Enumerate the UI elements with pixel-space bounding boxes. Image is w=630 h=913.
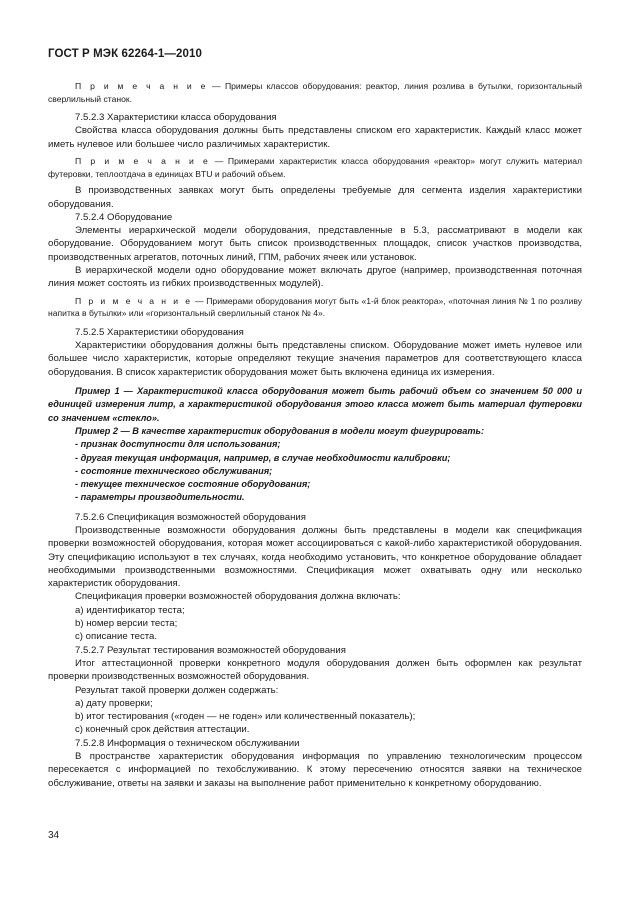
example-list-item: - другая текущая информация, например, в случае необходимости калибровки; xyxy=(75,452,451,463)
paragraph: В производственных заявках могут быть определены требуемые для сегмента изделия характеристики оборудования. xyxy=(48,185,582,210)
section-heading: 7.5.2.7 Результат тестирования возможностей оборудования xyxy=(75,644,346,656)
section-heading: 7.5.2.4 Оборудование xyxy=(75,211,173,223)
example-list-item: - параметры производительности. xyxy=(75,492,245,503)
example-list-item: - состояние технического обслуживания; xyxy=(75,465,273,476)
list-item: а) идентификатор теста; xyxy=(75,604,185,616)
list-item: b) номер версии теста; xyxy=(75,618,178,630)
paragraph: В пространстве характеристик оборудования информация по управлению технологическим процессом пересекается с информацией по техобслуживанию. К этому пересечению относятся заявки на техническое обслуживание, ответы на заявки и заказы на выполнение работ применительно к конкретному оборудованию. xyxy=(48,751,582,789)
page-number: 34 xyxy=(48,830,60,841)
note: П р и м е ч а н и е — Примерами оборудования могут быть «1-й блок реактора», «поточная линия № 1 по розливу напитка в бутылки» или «горизонтальный сверлильный станок № 4». xyxy=(48,295,583,319)
paragraph: В иерархической модели одно оборудование может включать другое (например, производственная поточная линия может состоять из гибких производственных модулей). xyxy=(48,265,582,290)
note: П р и м е ч а н и е — Примерами характеристик класса оборудования «реактор» могут служить материал футеровки, теплоотдача в единицах BTU и рабочий объем. xyxy=(48,156,582,179)
document-header: ГОСТ Р МЭК 62264-1—2010 xyxy=(48,48,202,60)
section-heading: 7.5.2.5 Характеристики оборудования xyxy=(75,326,244,338)
paragraph: Элементы иерархической модели оборудования, представленные в 5.3, рассматривают в модели как оборудование. Оборудованием могут быть список производственных площадок, список участков производства, производственных агрегатов, поточных линий, ГПМ, рабочих ячеек или установок. xyxy=(48,225,582,263)
paragraph: Итог аттестационной проверки конкретного модуля оборудования должен быть оформлен как результат проверки производственных возможностей оборудования. xyxy=(48,657,582,683)
paragraph: Производственные возможности оборудования должны быть представлены в модели как спецификация проверки возможностей оборудования, которая может ассоциироваться с какой-либо характеристикой оборудования. Эту спецификацию используют в тех случаях, когда необходимо установить, что конкретное оборудование обладает необходимыми производственными возможностями. Спецификация может охватывать одну или несколько характеристик оборудования. xyxy=(48,524,582,590)
list-item: с) конечный срок действия аттестации. xyxy=(75,724,250,736)
document-body xyxy=(48,80,582,790)
section-heading: 7.5.2.8 Информация о техническом обслуживании xyxy=(75,737,300,749)
paragraph: Свойства класса оборудования должны быть представлены списком его характеристик. Каждый класс может иметь нулевое или большее число различимых характеристик. xyxy=(48,125,582,150)
list-item: b) итог тестирования («годен — не годен» или количественный показатель); xyxy=(75,711,416,723)
note: П р и м е ч а н и е — Примеры классов оборудования: реактор, линия розлива в бутылки, горизонтальный сверлильный станок. xyxy=(48,81,582,104)
paragraph: Характеристики оборудования должны быть представлены списком. Оборудование может иметь нулевое или большее число характеристик, которые определяют текущие значения параметров для соответствующего класса оборудования. В список характеристик оборудования может быть включена единица их измерения. xyxy=(48,340,582,378)
section-heading: 7.5.2.6 Спецификация возможностей оборудования xyxy=(75,511,306,523)
paragraph: Результат такой проверки должен содержать: xyxy=(75,684,279,696)
section-heading: 7.5.2.3 Характеристики класса оборудования xyxy=(75,112,277,124)
example: Пример 1 — Характеристикой класса оборудования может быть рабочий объем со значением 50 000 и единицей измерения литр, а характеристикой оборудования этого класса может быть материал футеровки со значением «стекло». xyxy=(48,386,582,423)
example: Пример 2 — В качестве характеристик оборудования в модели могут фигурировать: xyxy=(75,425,485,436)
list-item: а) дату проверки; xyxy=(75,697,153,709)
paragraph: Спецификация проверки возможностей оборудования должна включать: xyxy=(75,591,401,603)
example-list-item: - текущее техническое состояние оборудования; xyxy=(75,479,311,490)
list-item: с) описание теста. xyxy=(75,631,158,643)
example-list-item: - признак доступности для использования; xyxy=(75,439,281,450)
